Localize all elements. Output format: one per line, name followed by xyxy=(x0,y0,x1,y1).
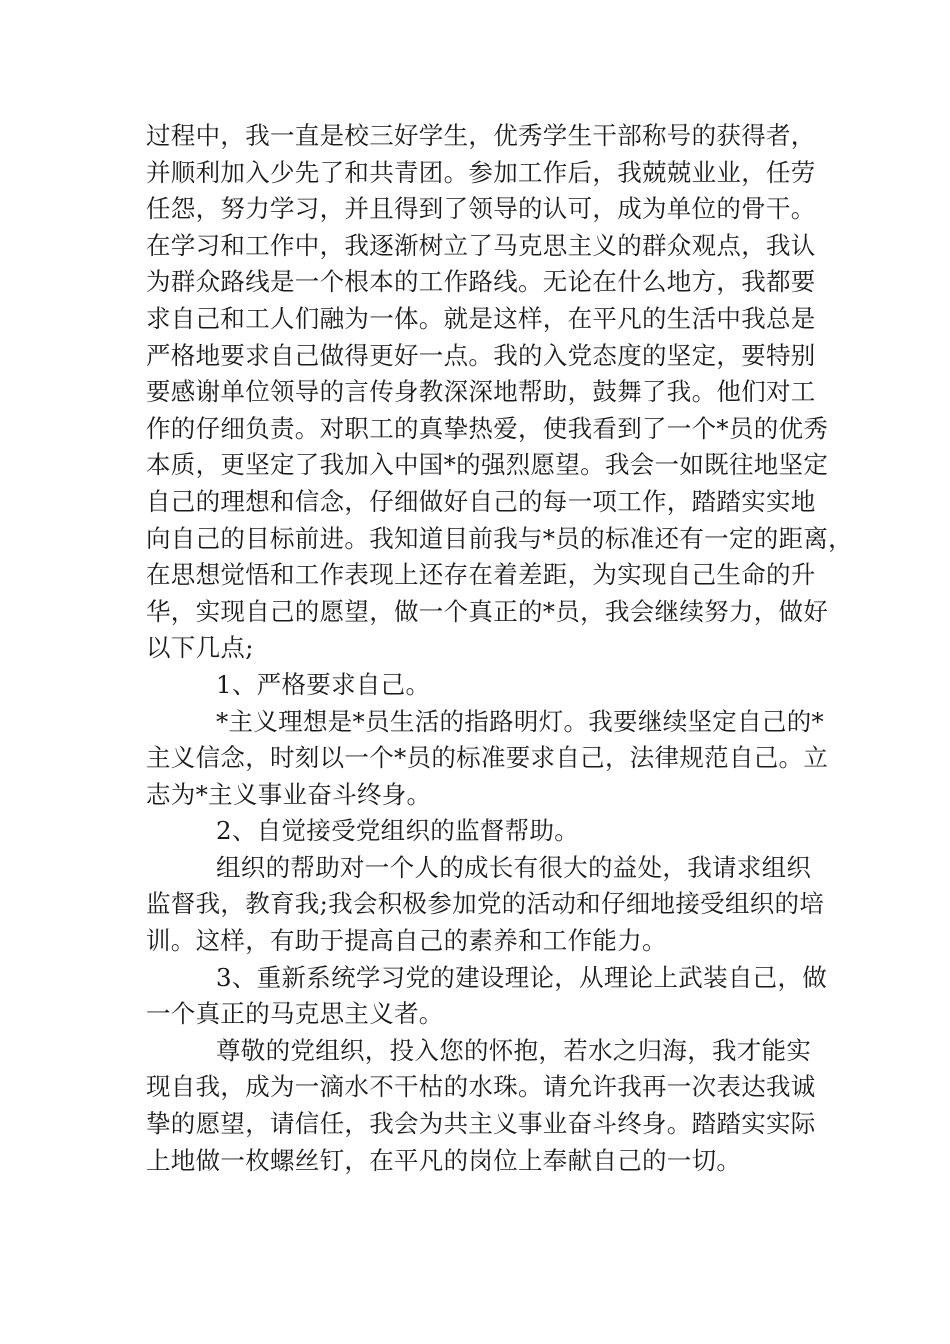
text-line: 1、严格要求自己。 xyxy=(216,669,431,699)
text-line: 尊敬的党组织，投入您的怀抱，若水之归海，我才能实 xyxy=(216,1035,812,1065)
text-line: 3、重新系统学习党的建设理论，从理论上武装自己，做 xyxy=(216,962,828,992)
text-line: 挚的愿望，请信任，我会为共主义事业奋斗终身。踏踏实实际 xyxy=(146,1109,816,1139)
text-line: 向自己的目标前进。我知道目前我与*员的标准还有一定的距离， xyxy=(146,523,853,553)
text-line: 在学习和工作中，我逐渐树立了马克思主义的群众观点，我认 xyxy=(146,230,816,260)
text-line: 在思想觉悟和工作表现上还存在着差距，为实现自己生命的升 xyxy=(146,560,816,590)
text-line: 严格地要求自己做得更好一点。我的入党态度的坚定，要特别 xyxy=(146,340,816,370)
text-line: 并顺利加入少先了和共青团。参加工作后，我兢兢业业，任劳 xyxy=(146,157,816,187)
text-line: 上地做一枚螺丝钉，在平凡的岗位上奉献自己的一切。 xyxy=(146,1145,742,1175)
text-line: 现自我，成为一滴水不干枯的水珠。请允许我再一次表达我诚 xyxy=(146,1072,816,1102)
text-line: *主义理想是*员生活的指路明灯。我要继续坚定自己的* xyxy=(216,706,825,736)
text-line: 作的仔细负责。对职工的真挚热爱，使我看到了一个*员的优秀 xyxy=(146,413,829,443)
text-line: 求自己和工人们融为一体。就是这样，在平凡的生活中我总是 xyxy=(146,303,816,333)
text-line: 以下几点; xyxy=(146,633,254,663)
text-line: 自己的理想和信念，仔细做好自己的每一项工作，踏踏实实地 xyxy=(146,486,816,516)
text-line: 过程中，我一直是校三好学生，优秀学生干部称号的获得者， xyxy=(146,121,816,150)
text-line: 华，实现自己的愿望，做一个真正的*员，我会继续努力，做好 xyxy=(146,596,829,626)
text-line: 2、自觉接受党组织的监督帮助。 xyxy=(216,816,580,846)
text-line: 要感谢单位领导的言传身教深深地帮助，鼓舞了我。他们对工 xyxy=(146,377,816,407)
text-line: 一个真正的马克思主义者。 xyxy=(146,999,444,1029)
text-line: 监督我，教育我;我会积极参加党的活动和仔细地接受组织的培 xyxy=(146,889,825,919)
text-line: 组织的帮助对一个人的成长有很大的益处，我请求组织 xyxy=(216,852,812,882)
text-line: 为群众路线是一个根本的工作路线。无论在什么地方，我都要 xyxy=(146,267,816,297)
text-line: 主义信念，时刻以一个*员的标准要求自己，法律规范自己。立 xyxy=(146,743,829,773)
text-line: 本质，更坚定了我加入中国*的强烈愿望。我会一如既往地坚定 xyxy=(146,450,829,480)
document-body xyxy=(146,118,853,1179)
text-line: 训。这样，有助于提高自己的素养和工作能力。 xyxy=(146,926,667,956)
text-line: 任怨，努力学习，并且得到了领导的认可，成为单位的骨干。 xyxy=(146,194,816,224)
text-line: 志为*主义事业奋斗终身。 xyxy=(146,779,432,809)
